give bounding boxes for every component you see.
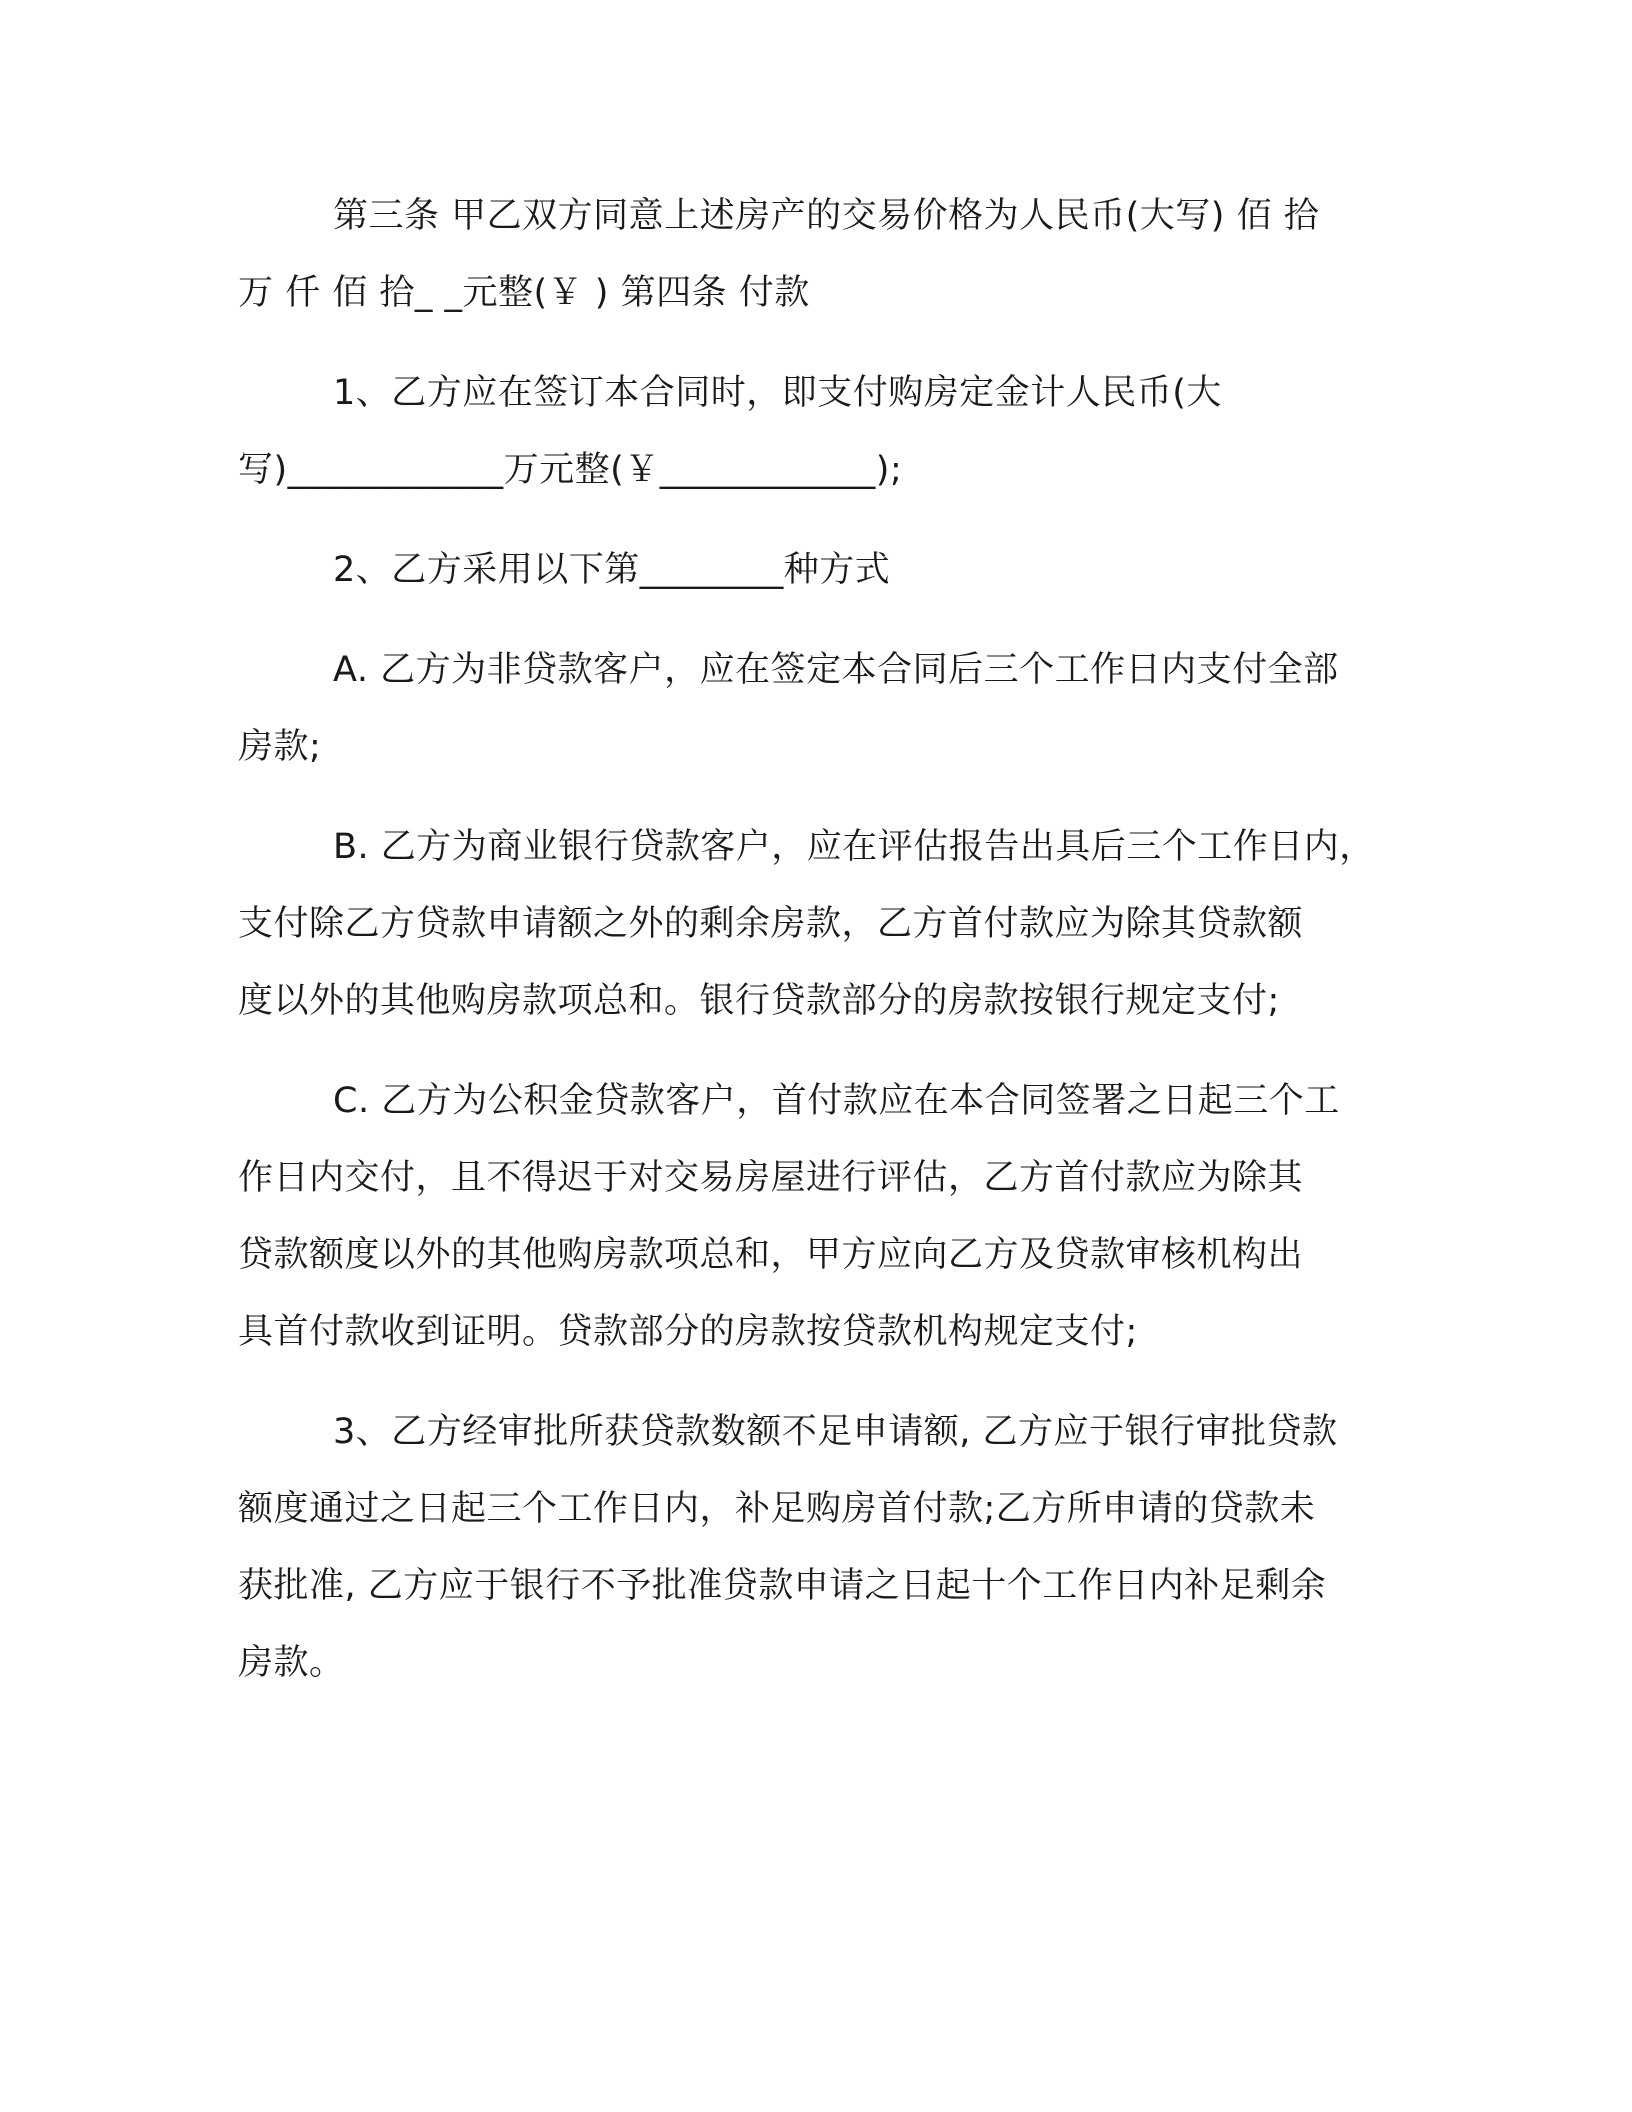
text-line: 具首付款收到证明。贷款部分的房款按贷款机构规定支付; <box>238 1312 1138 1352</box>
text-line: 2、乙方采用以下第________种方式 <box>333 550 891 590</box>
text-line: A. 乙方为非贷款客户，应在签定本合同后三个工作日内支付全部 <box>333 650 1339 690</box>
text-line: 房款; <box>238 727 322 767</box>
text-line: 度以外的其他购房款项总和。银行贷款部分的房款按银行规定支付; <box>238 981 1280 1021</box>
text-line: 支付除乙方贷款申请额之外的剩余房款，乙方首付款应为除其贷款额 <box>238 904 1304 944</box>
text-line: 万 仟 佰 拾_ _元整(￥ ) 第四条 付款 <box>238 273 810 313</box>
paragraph-article-3 <box>238 178 1398 332</box>
text-line: 房款。 <box>238 1643 345 1683</box>
document-body <box>238 178 1398 1725</box>
text-line: 写)____________万元整(￥____________); <box>238 450 903 490</box>
text-line: 第三条 甲乙双方同意上述房产的交易价格为人民币(大写) 佰 拾 <box>333 196 1320 236</box>
paragraph-item-3 <box>238 1394 1398 1702</box>
text-line: B. 乙方为商业银行贷款客户，应在评估报告出具后三个工作日内， <box>333 827 1375 867</box>
text-line: 贷款额度以外的其他购房款项总和，甲方应向乙方及贷款审核机构出 <box>238 1235 1304 1275</box>
text-line: 额度通过之日起三个工作日内，补足购房首付款;乙方所申请的贷款未 <box>238 1489 1316 1529</box>
text-line: C. 乙方为公积金贷款客户，首付款应在本合同签署之日起三个工 <box>333 1081 1340 1121</box>
paragraph-option-b <box>238 809 1398 1040</box>
paragraph-item-2 <box>238 532 1398 609</box>
text-line: 作日内交付，且不得迟于对交易房屋进行评估，乙方首付款应为除其 <box>238 1158 1304 1198</box>
text-line: 获批准, 乙方应于银行不予批准贷款申请之日起十个工作日内补足剩余 <box>238 1566 1327 1606</box>
paragraph-option-a <box>238 632 1398 786</box>
text-line: 1、乙方应在签订本合同时，即支付购房定金计人民币(大 <box>333 373 1222 413</box>
paragraph-item-1 <box>238 355 1398 509</box>
text-line: 3、乙方经审批所获贷款数额不足申请额, 乙方应于银行审批贷款 <box>333 1412 1338 1452</box>
paragraph-option-c <box>238 1063 1398 1371</box>
